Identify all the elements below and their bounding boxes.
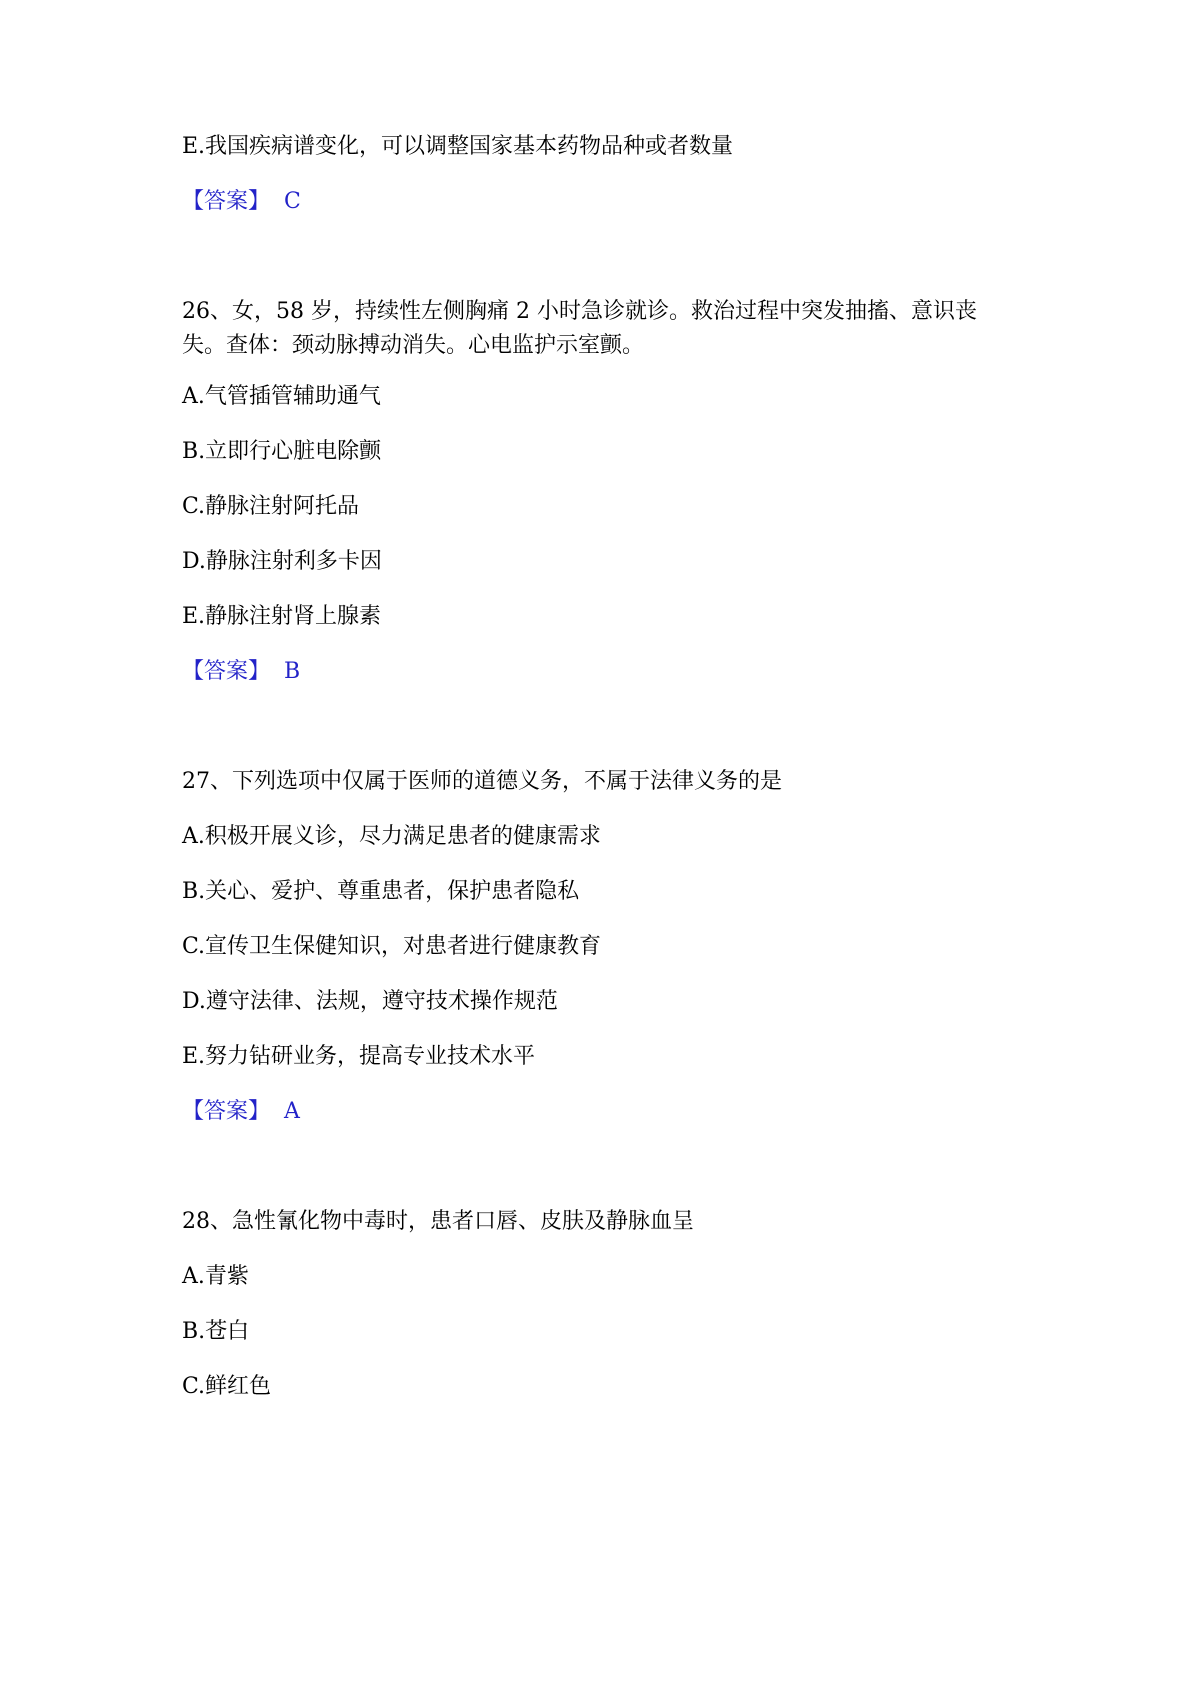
answer-label: 【答案】 — [182, 1099, 271, 1124]
q26-option-c: C.静脉注射阿托品 — [182, 494, 360, 519]
q27-option-b: B.关心、爱护、尊重患者，保护患者隐私 — [182, 879, 580, 904]
q27-option-a: A.积极开展义诊，尽力满足患者的健康需求 — [182, 824, 601, 849]
q26-option-a: A.气管插管辅助通气 — [182, 384, 381, 409]
q26-stem: 26、女，58 岁，持续性左侧胸痛 2 小时急诊就诊。救治过程中突发抽搐、意识丧失。查体：颈动脉搏动消失。心电监护示室颤。 — [182, 299, 977, 358]
q26-answer — [182, 655, 300, 689]
answer-label: 【答案】 — [182, 659, 271, 684]
q26-option-b: B.立即行心脏电除颤 — [182, 439, 382, 464]
q27-answer — [182, 1095, 300, 1129]
q26-option-e: E.静脉注射肾上腺素 — [182, 604, 382, 629]
q27-option-e: E.努力钻研业务，提高专业技术水平 — [182, 1044, 536, 1069]
q27-stem: 27、下列选项中仅属于医师的道德义务，不属于法律义务的是 — [182, 769, 782, 794]
q25-option-e: E.我国疾病谱变化，可以调整国家基本药物品种或者数量 — [182, 134, 734, 159]
answer-letter: C — [284, 189, 301, 214]
q27-option-c: C.宣传卫生保健知识，对患者进行健康教育 — [182, 934, 602, 959]
q26-option-d: D.静脉注射利多卡因 — [182, 549, 382, 574]
q28-stem: 28、急性氰化物中毒时，患者口唇、皮肤及静脉血呈 — [182, 1209, 694, 1234]
answer-label: 【答案】 — [182, 189, 271, 214]
q28-option-c: C.鲜红色 — [182, 1374, 272, 1399]
answer-letter: A — [284, 1099, 300, 1124]
q28-option-b: B.苍白 — [182, 1319, 250, 1344]
q25-answer — [182, 185, 301, 219]
q28-option-a: A.青紫 — [182, 1264, 249, 1289]
q27-option-d: D.遵守法律、法规，遵守技术操作规范 — [182, 989, 558, 1014]
answer-letter: B — [284, 659, 301, 684]
